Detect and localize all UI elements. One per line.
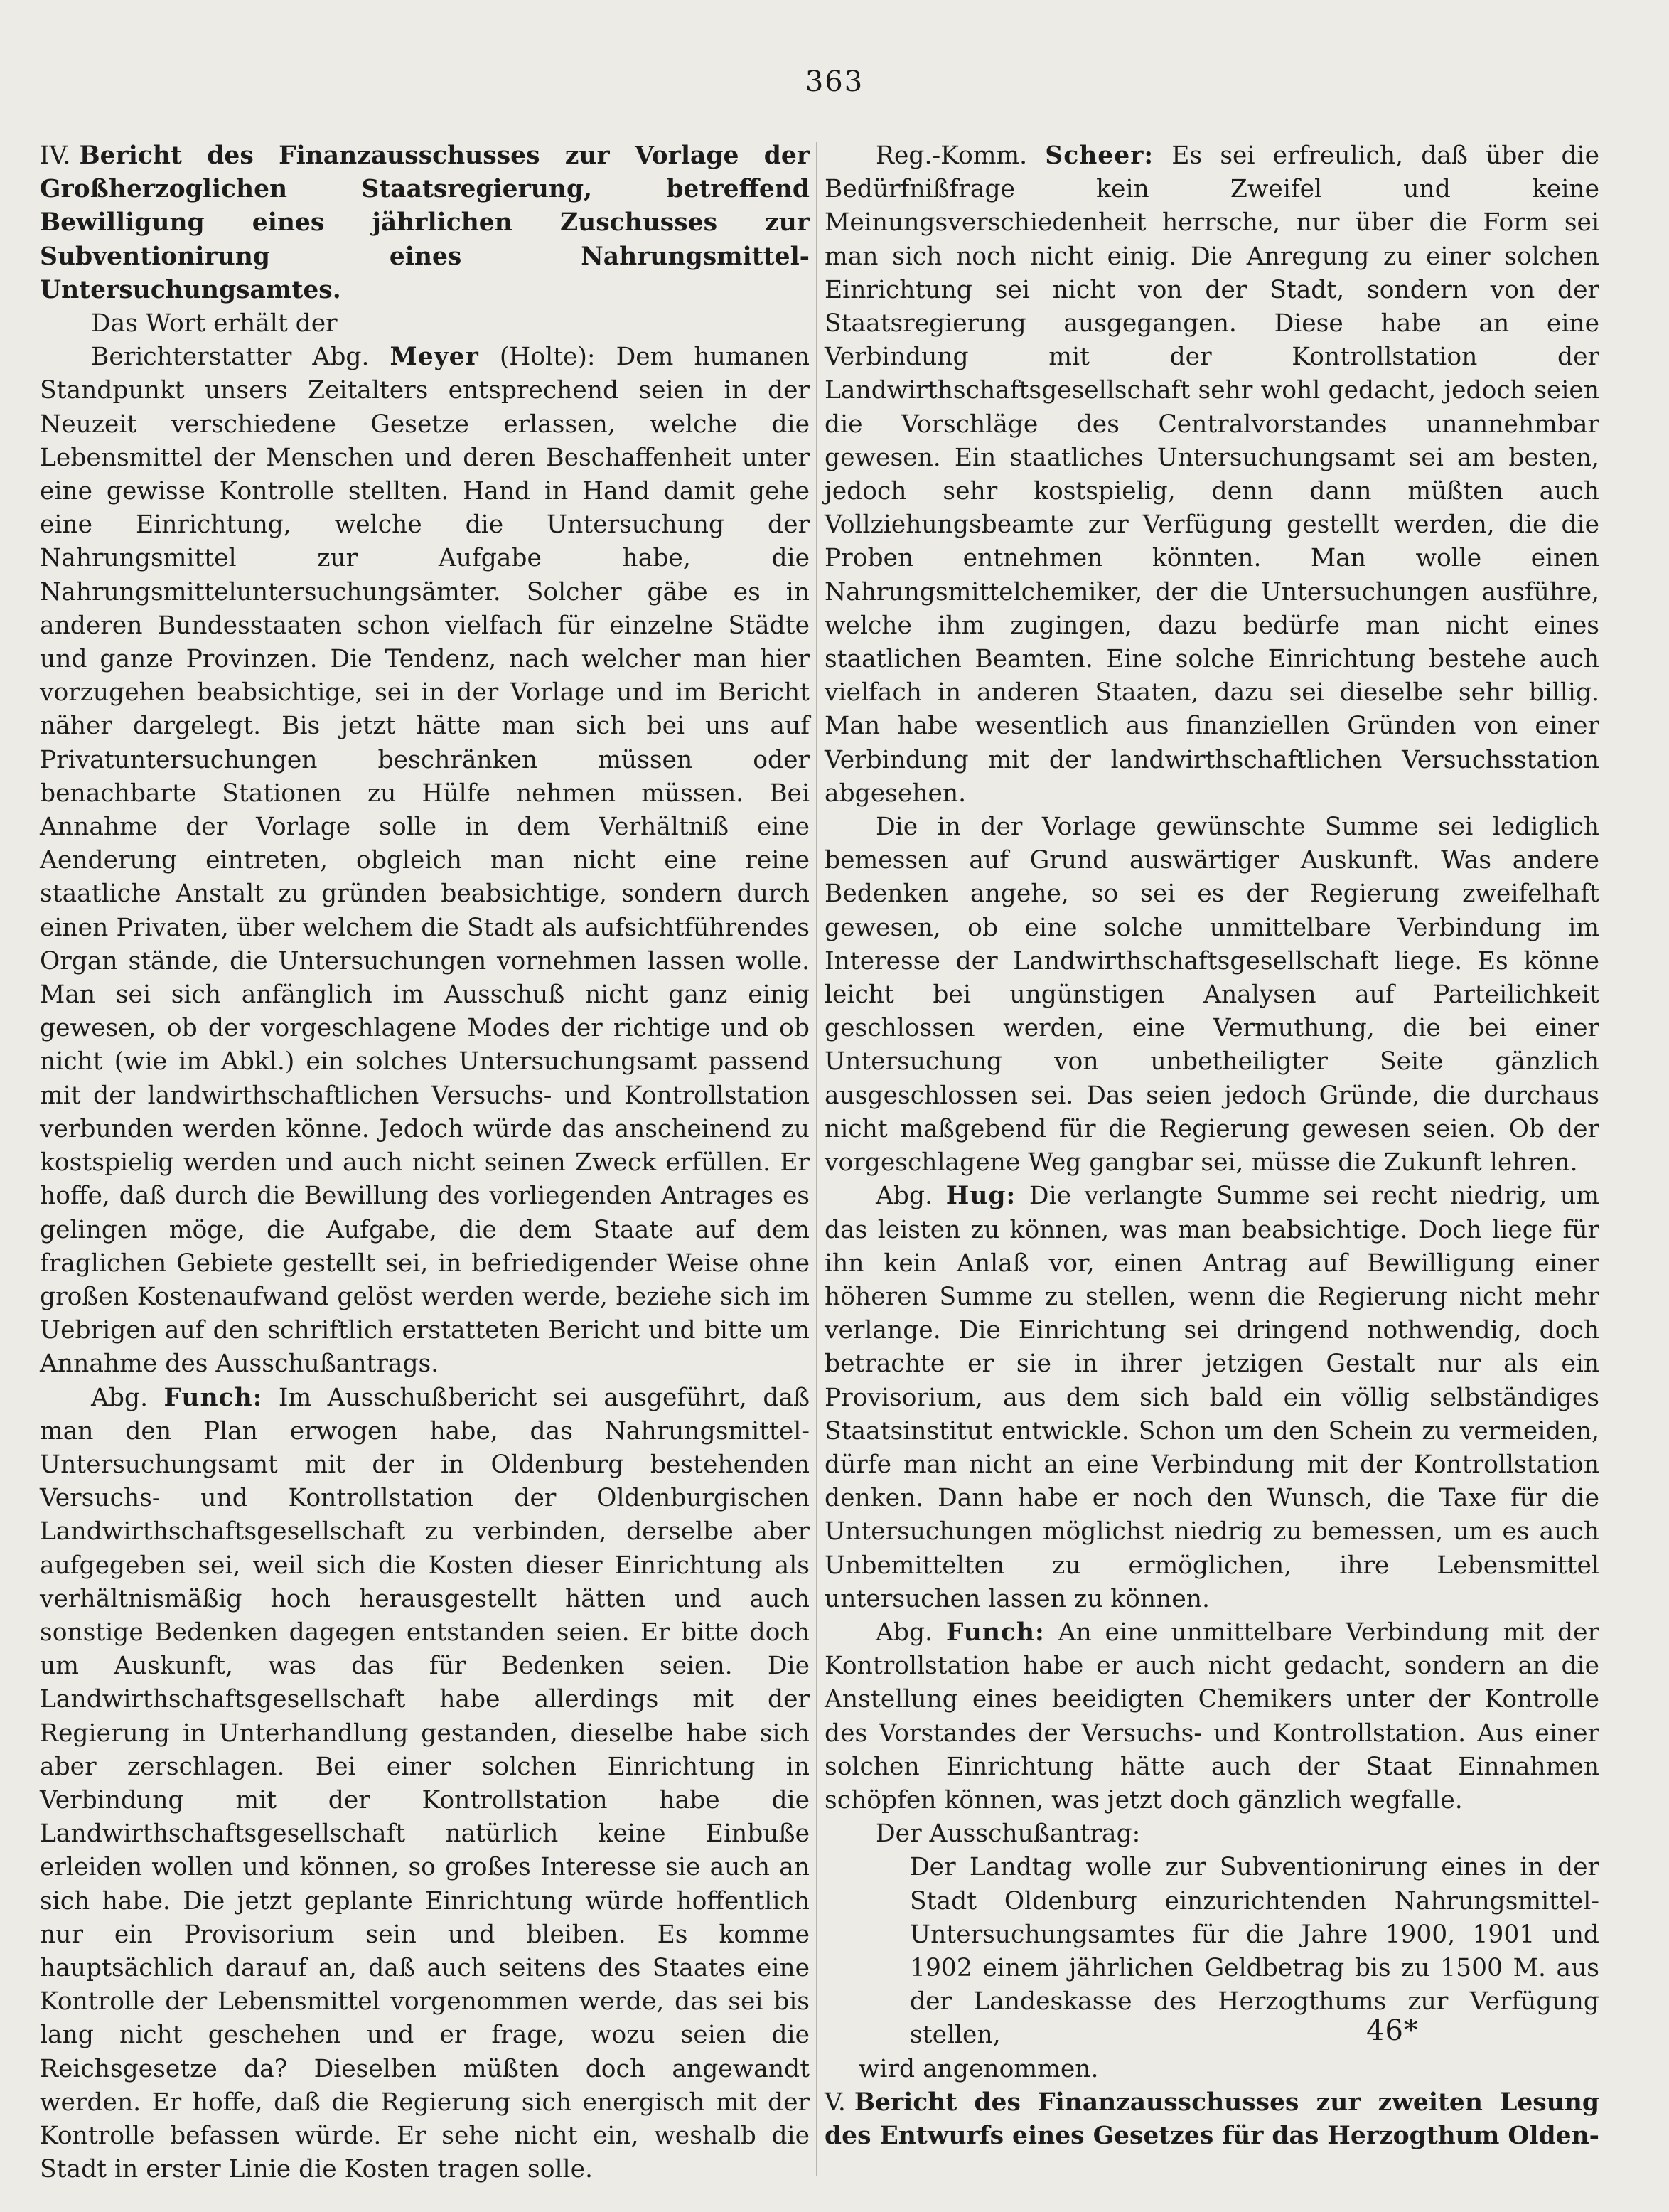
paragraph-meyer <box>40 341 810 1381</box>
speaker-prefix: Abg. <box>876 1618 933 1647</box>
paragraph-text: An eine unmittelbare Verbindung mit der Kontrollstation habe er auch nicht gedacht, sondern an die Anstellung eines beeidigten Chemikers unter der Kontrolle des Vorstandes der Versuchs- und Kontrollstation. Aus einer solchen Einrichtung hätte auch der Staat Einnahmen schöpfen können, was jetzt doch gänzlich wegfalle. <box>825 1618 1599 1815</box>
column-divider <box>816 142 817 2176</box>
paragraph-text: Die verlangte Summe sei recht niedrig, um das leisten zu können, was man beabsichtige. Doch liege für ihn kein Anlaß vor, einen Antrag auf Bewilligung einer höheren Summe zu stellen, wenn die Regierung nicht mehr verlange. Die Einrichtung sei dringend nothwendig, doch betrachte er sie in ihrer jetzigen Gestalt nur als ein Provisorium, aus dem sich bald ein völlig selbständiges Staatsinstitut entwickle. Schon um den Schein zu vermeiden, dürfe man nicht an eine Verbindung mit der Kontrollstation denken. Dann habe er noch den Wunsch, die Taxe für die Untersuchungen möglichst niedrig zu bemessen, um es auch Unbemittelten zu ermöglichen, ihre Lebensmittel untersuchen lassen zu können. <box>825 1182 1599 1613</box>
section-heading-iv <box>40 139 810 307</box>
left-column <box>40 139 810 2186</box>
right-column <box>825 139 1599 2153</box>
speaker-name: Scheer: <box>1045 141 1154 170</box>
speaker-name: Hug: <box>945 1182 1016 1211</box>
paragraph-scheer-continued: Die in der Vorlage gewünschte Summe sei lediglich bemessen auf Grund auswärtiger Auskunft. Was andere Bedenken angehe, so sei es der Regierung zweifelhaft gewesen, ob eine solche unmittelbare Verbindung im Interesse der Landwirthschaftsgesellschaft liege. Es könne leicht bei ungünstigen Analysen auf Parteilichkeit geschlossen werden, eine Vermuthung, die bei einer Untersuchung von unbetheiligter Seite gänzlich ausgeschlossen sei. Das seien jedoch Gründe, die durchaus nicht maßgebend für die Regierung gewesen seien. Ob der vorgeschlagene Weg gangbar sei, müsse die Zukunft lehren. <box>825 813 1599 1177</box>
speaker-prefix: Abg. <box>91 1383 149 1412</box>
speaker-prefix: Reg.-Komm. <box>876 141 1028 170</box>
signature-mark: 46* <box>1366 2014 1419 2047</box>
section-title: Bericht des Finanzausschusses zur Vorlage der Großherzoglichen Staatsregierung, betreffend Bewilligung eines jährlichen Zuschusses zur Subventionirung eines Nahrungsmittel-Untersuchungsamtes. <box>40 141 810 304</box>
speaker-name: Funch: <box>945 1618 1045 1647</box>
section-numeral: IV. <box>40 141 71 170</box>
paragraph-text: (Holte): Dem humanen Standpunkt unsers Zeitalters entsprechend seien in der Neuzeit verschiedene Gesetze erlassen, welche die Lebensmittel der Menschen und deren Beschaffenheit unter eine gewisse Kontrolle stellten. Hand in Hand damit gehe eine Einrichtung, welche die Untersuchung der Nahrungsmittel zur Aufgabe habe, die Nahrungsmitteluntersuchungsämter. Solcher gäbe es in anderen Bundesstaaten schon vielfach für einzelne Städte und ganze Provinzen. Die Tendenz, nach welcher man hier vorzugehen beabsichtige, sei in der Vorlage und im Bericht näher dargelegt. Bis jetzt hätte man sich bei uns auf Privatuntersuchungen beschränken müssen oder benachbarte Stationen zu Hülfe nehmen müssen. Bei Annahme der Vorlage solle in dem Verhältniß eine Aenderung eintreten, obgleich man nicht eine reine staatliche Anstalt zu gründen beabsichtige, sondern durch einen Privaten, über welchem die Stadt als aufsichtführendes Organ stände, die Untersuchungen vornehmen lassen wolle. Man sei sich anfänglich im Ausschuß nicht ganz einig gewesen, ob der vorgeschlagene Modes der richtige und ob nicht (wie im Abkl.) ein solches Untersuchungsamt passend mit der landwirthschaftlichen Versuchs- und Kontrollstation verbunden werden könne. Jedoch würde das anscheinend zu kostspielig werden und auch nicht seinen Zweck erfüllen. Er hoffe, daß durch die Bewillung des vorliegenden Antrages es gelingen möge, die Aufgabe, die dem Staate auf dem fraglichen Gebiete gestellt sei, in befriedigender Weise ohne großen Kostenaufwand gelöst werden werde, beziehe sich im Uebrigen auf den schriftlich erstatteten Bericht und bitte um Annahme des Ausschußantrags. <box>40 343 810 1379</box>
motion-result: wird angenommen. <box>859 2054 1099 2083</box>
speaker-prefix: Berichterstatter Abg. <box>91 343 370 372</box>
speaker-prefix: Abg. <box>876 1182 933 1211</box>
paragraph-text: Im Ausschußbericht sei ausgeführt, daß man den Plan erwogen habe, das Nahrungsmittel-Untersuchungsamt mit der in Oldenburg bestehenden Versuchs- und Kontrollstation der Oldenburgischen Landwirthschaftsgesellschaft zu verbinden, derselbe aber aufgegeben sei, weil sich die Kosten dieser Einrichtung als verhältnismäßig hoch herausgestellt hätten und auch sonstige Bedenken dagegen entstanden seien. Er bitte doch um Auskunft, was das für Bedenken seien. Die Landwirthschaftsgesellschaft habe allerdings mit der Regierung in Unterhandlung gestanden, dieselbe habe sich aber zerschlagen. Bei einer solchen Einrichtung in Verbindung mit der Kontrollstation habe die Landwirthschaftsgesellschaft natürlich keine Einbuße erleiden wollen und können, so großes Interesse sie auch an sich habe. Die jetzt geplante Einrichtung würde hoffentlich nur ein Provisorium sein und bleiben. Es komme hauptsächlich darauf an, daß auch seitens des Staates eine Kontrolle der Lebensmittel vorgenommen werde, das sei bis lang nicht geschehen und er frage, wozu seien die Reichsgesetze da? Dieselben müßten doch angewandt werden. Er hoffe, daß die Regierung sich energisch mit der Kontrolle befassen würde. Er sehe nicht ein, weshalb die Stadt in erster Linie die Kosten tragen solle. <box>40 1383 810 2184</box>
section-heading-v <box>825 2086 1599 2153</box>
section-title: Bericht des Finanzausschusses zur zweiten Lesung des Entwurfs eines Gesetzes für das Herzogthum Olden- <box>825 2088 1600 2150</box>
paragraph-funch <box>40 1382 810 2187</box>
page-number: 363 <box>805 65 864 98</box>
speaker-name: Meyer <box>390 343 479 372</box>
paragraph-hug <box>825 1180 1599 1616</box>
paragraph-scheer <box>825 139 1599 811</box>
paragraph-funch-reply <box>825 1616 1599 1817</box>
speaker-name: Funch: <box>163 1383 263 1412</box>
section-numeral: V. <box>825 2088 846 2117</box>
committee-motion: Der Landtag wolle zur Subventionirung eines in der Stadt Oldenburg einzurichtenden Nahrungsmittel-Untersuchungsamtes für die Jahre 1900, 1901 und 1902 einem jährlichen Geldbetrag bis zu 1500 M. aus der Landeskasse des Herzogthums zur Verfügung stellen, <box>910 1853 1599 2050</box>
paragraph-text: Es sei erfreulich, daß über die Bedürfnißfrage kein Zweifel und keine Meinungsverschiedenheit herrsche, nur über die Form sei man sich noch nicht einig. Die Anregung zu einer solchen Einrichtung sei nicht von der Stadt, sondern von der Staatsregierung ausgegangen. Diese habe an eine Verbindung mit der Kontrollstation der Landwirthschaftsgesellschaft sehr wohl gedacht, jedoch seien die Vorschläge des Centralvorstandes unannehmbar gewesen. Ein staatliches Untersuchungsamt sei am besten, jedoch sehr kostspielig, denn dann müßten auch Vollziehungsbeamte zur Verfügung gestellt werden, die die Proben entnehmen könnten. Man wolle einen Nahrungsmittelchemiker, der die Untersuchungen ausführe, welche ihm zugingen, dazu bedürfe man nicht eines staatlichen Beamten. Eine solche Einrichtung bestehe auch vielfach in anderen Staaten, dazu sei dieselbe sehr billig. Man habe wesentlich aus finanziellen Gründen von einer Verbindung mit der landwirthschaftlichen Versuchsstation abgesehen. <box>825 141 1599 808</box>
intro-line: Das Wort erhält der <box>91 309 338 338</box>
motion-intro: Der Ausschußantrag: <box>876 1820 1141 1849</box>
